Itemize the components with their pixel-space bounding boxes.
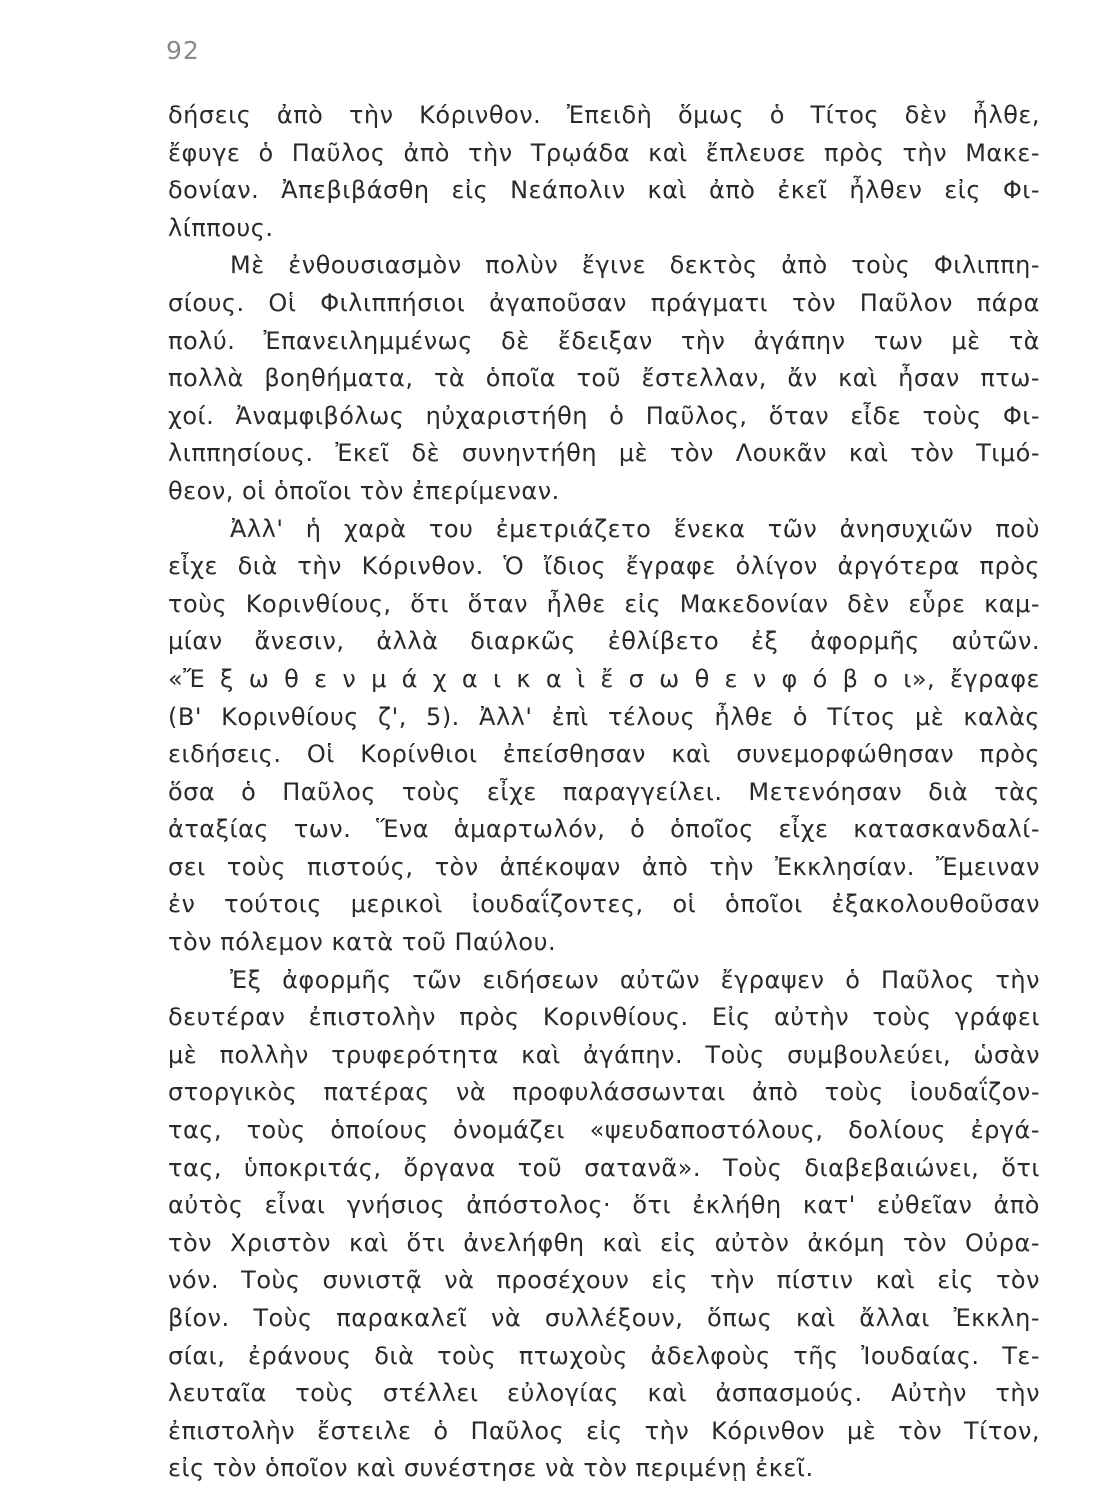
text-line: εἶχε διὰ τὴν Κόρινθον. Ὁ ἴδιος ἔγραφε ὀλίγον ἀργότερα πρὸς	[168, 552, 1040, 581]
text-line: αὐτὸς εἶναι γνήσιος ἀπόστολος· ὅτι ἐκλήθη κατ' εὐθεῖαν ἀπὸ	[168, 1191, 1040, 1220]
text-line: πολλὰ βοηθήματα, τὰ ὁποῖα τοῦ ἔστελλαν, ἄν καὶ ἦσαν πτω-	[168, 364, 1040, 393]
text-line: σει τοὺς πιστούς, τὸν ἀπέκοψαν ἀπὸ τὴν Ἐκκλησίαν. Ἔμειναν	[168, 852, 1040, 881]
text-line: τὸν πόλεμον κατὰ τοῦ Παύλου.	[168, 928, 557, 957]
text-line: μὲ πολλὴν τρυφερότητα καὶ ἀγάπην. Τοὺς συμβουλεύει, ὡσὰν	[168, 1040, 1040, 1069]
text-line: πολύ. Ἐπανειλημμένως δὲ ἔδειξαν τὴν ἀγάπην των μὲ τὰ	[168, 326, 1040, 355]
text-line: δήσεις ἀπὸ τὴν Κόρινθον. Ἐπειδὴ ὅμως ὁ Τίτος δὲν ἦλθε,	[168, 101, 1040, 129]
text-line: ειδήσεις. Οἱ Κορίνθιοι ἐπείσθησαν καὶ συνεμορφώθησαν πρὸς	[168, 740, 1040, 769]
text-line: νόν. Τοὺς συνιστᾷ νὰ προσέχουν εἰς τὴν πίστιν καὶ εἰς τὸν	[168, 1266, 1040, 1295]
text-line: Ἀλλ' ἡ χαρὰ του ἐμετριάζετο ἕνεκα τῶν ἀνησυχιῶν ποὺ	[230, 514, 1040, 543]
page-number: 92	[166, 36, 200, 65]
text-line: ὅσα ὁ Παῦλος τοὺς εἶχε παραγγείλει. Μετενόησαν διὰ τὰς	[168, 777, 1040, 806]
text-line: μίαν ἄνεσιν, ἀλλὰ διαρκῶς ἐθλίβετο ἐξ ἀφορμῆς αὐτῶν.	[168, 627, 1040, 656]
text-line: εἰς τὸν ὁποῖον καὶ συνέστησε νὰ τὸν περιμένῃ ἐκεῖ.	[168, 1454, 814, 1483]
text-line: θεον, οἱ ὁποῖοι τὸν ἐπερίμεναν.	[168, 476, 560, 505]
text-line: (Β' Κορινθίους ζ', 5). Ἀλλ' ἐπὶ τέλους ἦλθε ὁ Τίτος μὲ καλὰς	[168, 702, 1040, 731]
text-line: ἔφυγε ὁ Παῦλος ἀπὸ τὴν Τρῳάδα καὶ ἔπλευσε πρὸς τὴν Μακε-	[168, 138, 1040, 167]
text-line: ἀταξίας των. Ἕνα ἁμαρτωλόν, ὁ ὁποῖος εἶχε κατασκανδαλί-	[168, 815, 1040, 844]
text-line: λίππους.	[168, 213, 274, 242]
text-line: σίαι, ἐράνους διὰ τοὺς πτωχοὺς ἀδελφοὺς τῆς Ἰουδαίας. Τε-	[168, 1341, 1040, 1370]
text-line: τοὺς Κορινθίους, ὅτι ὅταν ἦλθε εἰς Μακεδονίαν δὲν εὗρε καμ-	[168, 589, 1040, 618]
text-line: στοργικὸς πατέρας νὰ προφυλάσσωνται ἀπὸ τοὺς ἰουδαΐζον-	[168, 1078, 1040, 1107]
text-line: τας, ὑποκριτάς, ὄργανα τοῦ σατανᾶ». Τοὺς διαβεβαιώνει, ὅτι	[168, 1153, 1040, 1182]
text-line: ἐπιστολὴν ἔστειλε ὁ Παῦλος εἰς τὴν Κόρινθον μὲ τὸν Τίτον,	[168, 1416, 1040, 1445]
text-line: «Ἔ ξ ω θ ε ν μ ά χ α ι κ α ὶ ἔ σ ω θ ε ν φ ό β ο ι», ἔγραφε	[168, 664, 1040, 693]
text-line: σίους. Οἱ Φιλιππήσιοι ἀγαποῦσαν πράγματι τὸν Παῦλον πάρα	[168, 288, 1040, 317]
text-line: Μὲ ἐνθουσιασμὸν πολὺν ἔγινε δεκτὸς ἀπὸ τοὺς Φιλιππη-	[230, 251, 1040, 280]
body-text	[168, 97, 1040, 1488]
text-line: Ἐξ ἀφορμῆς τῶν ειδήσεων αὐτῶν ἔγραψεν ὁ Παῦλος τὴν	[230, 965, 1040, 994]
text-line: τας, τοὺς ὁποίους ὀνομάζει «ψευδαποστόλους, δολίους ἐργά-	[168, 1116, 1040, 1145]
text-line: λευταῖα τοὺς στέλλει εὐλογίας καὶ ἀσπασμούς. Αὐτὴν τὴν	[168, 1379, 1040, 1408]
text-line: ἐν τούτοις μερικοὶ ἰουδαΐζοντες, οἱ ὁποῖοι ἐξακολουθοῦσαν	[168, 890, 1040, 919]
text-line: δευτέραν ἐπιστολὴν πρὸς Κορινθίους. Εἰς αὐτὴν τοὺς γράφει	[168, 1003, 1040, 1032]
text-line: λιππησίους. Ἐκεῖ δὲ συνηντήθη μὲ τὸν Λουκᾶν καὶ τὸν Τιμό-	[168, 439, 1040, 468]
text-line: βίον. Τοὺς παρακαλεῖ νὰ συλλέξουν, ὅπως καὶ ἄλλαι Ἐκκλη-	[168, 1304, 1040, 1332]
text-line: χοί. Ἀναμφιβόλως ηὐχαριστήθη ὁ Παῦλος, ὅταν εἶδε τοὺς Φι-	[168, 401, 1040, 430]
text-line: δονίαν. Ἀπεβιβάσθη εἰς Νεάπολιν καὶ ἀπὸ ἐκεῖ ἦλθεν εἰς Φι-	[168, 176, 1040, 205]
text-line: τὸν Χριστὸν καὶ ὅτι ἀνελήφθη καὶ εἰς αὐτὸν ἀκόμη τὸν Οὐρα-	[168, 1228, 1040, 1257]
